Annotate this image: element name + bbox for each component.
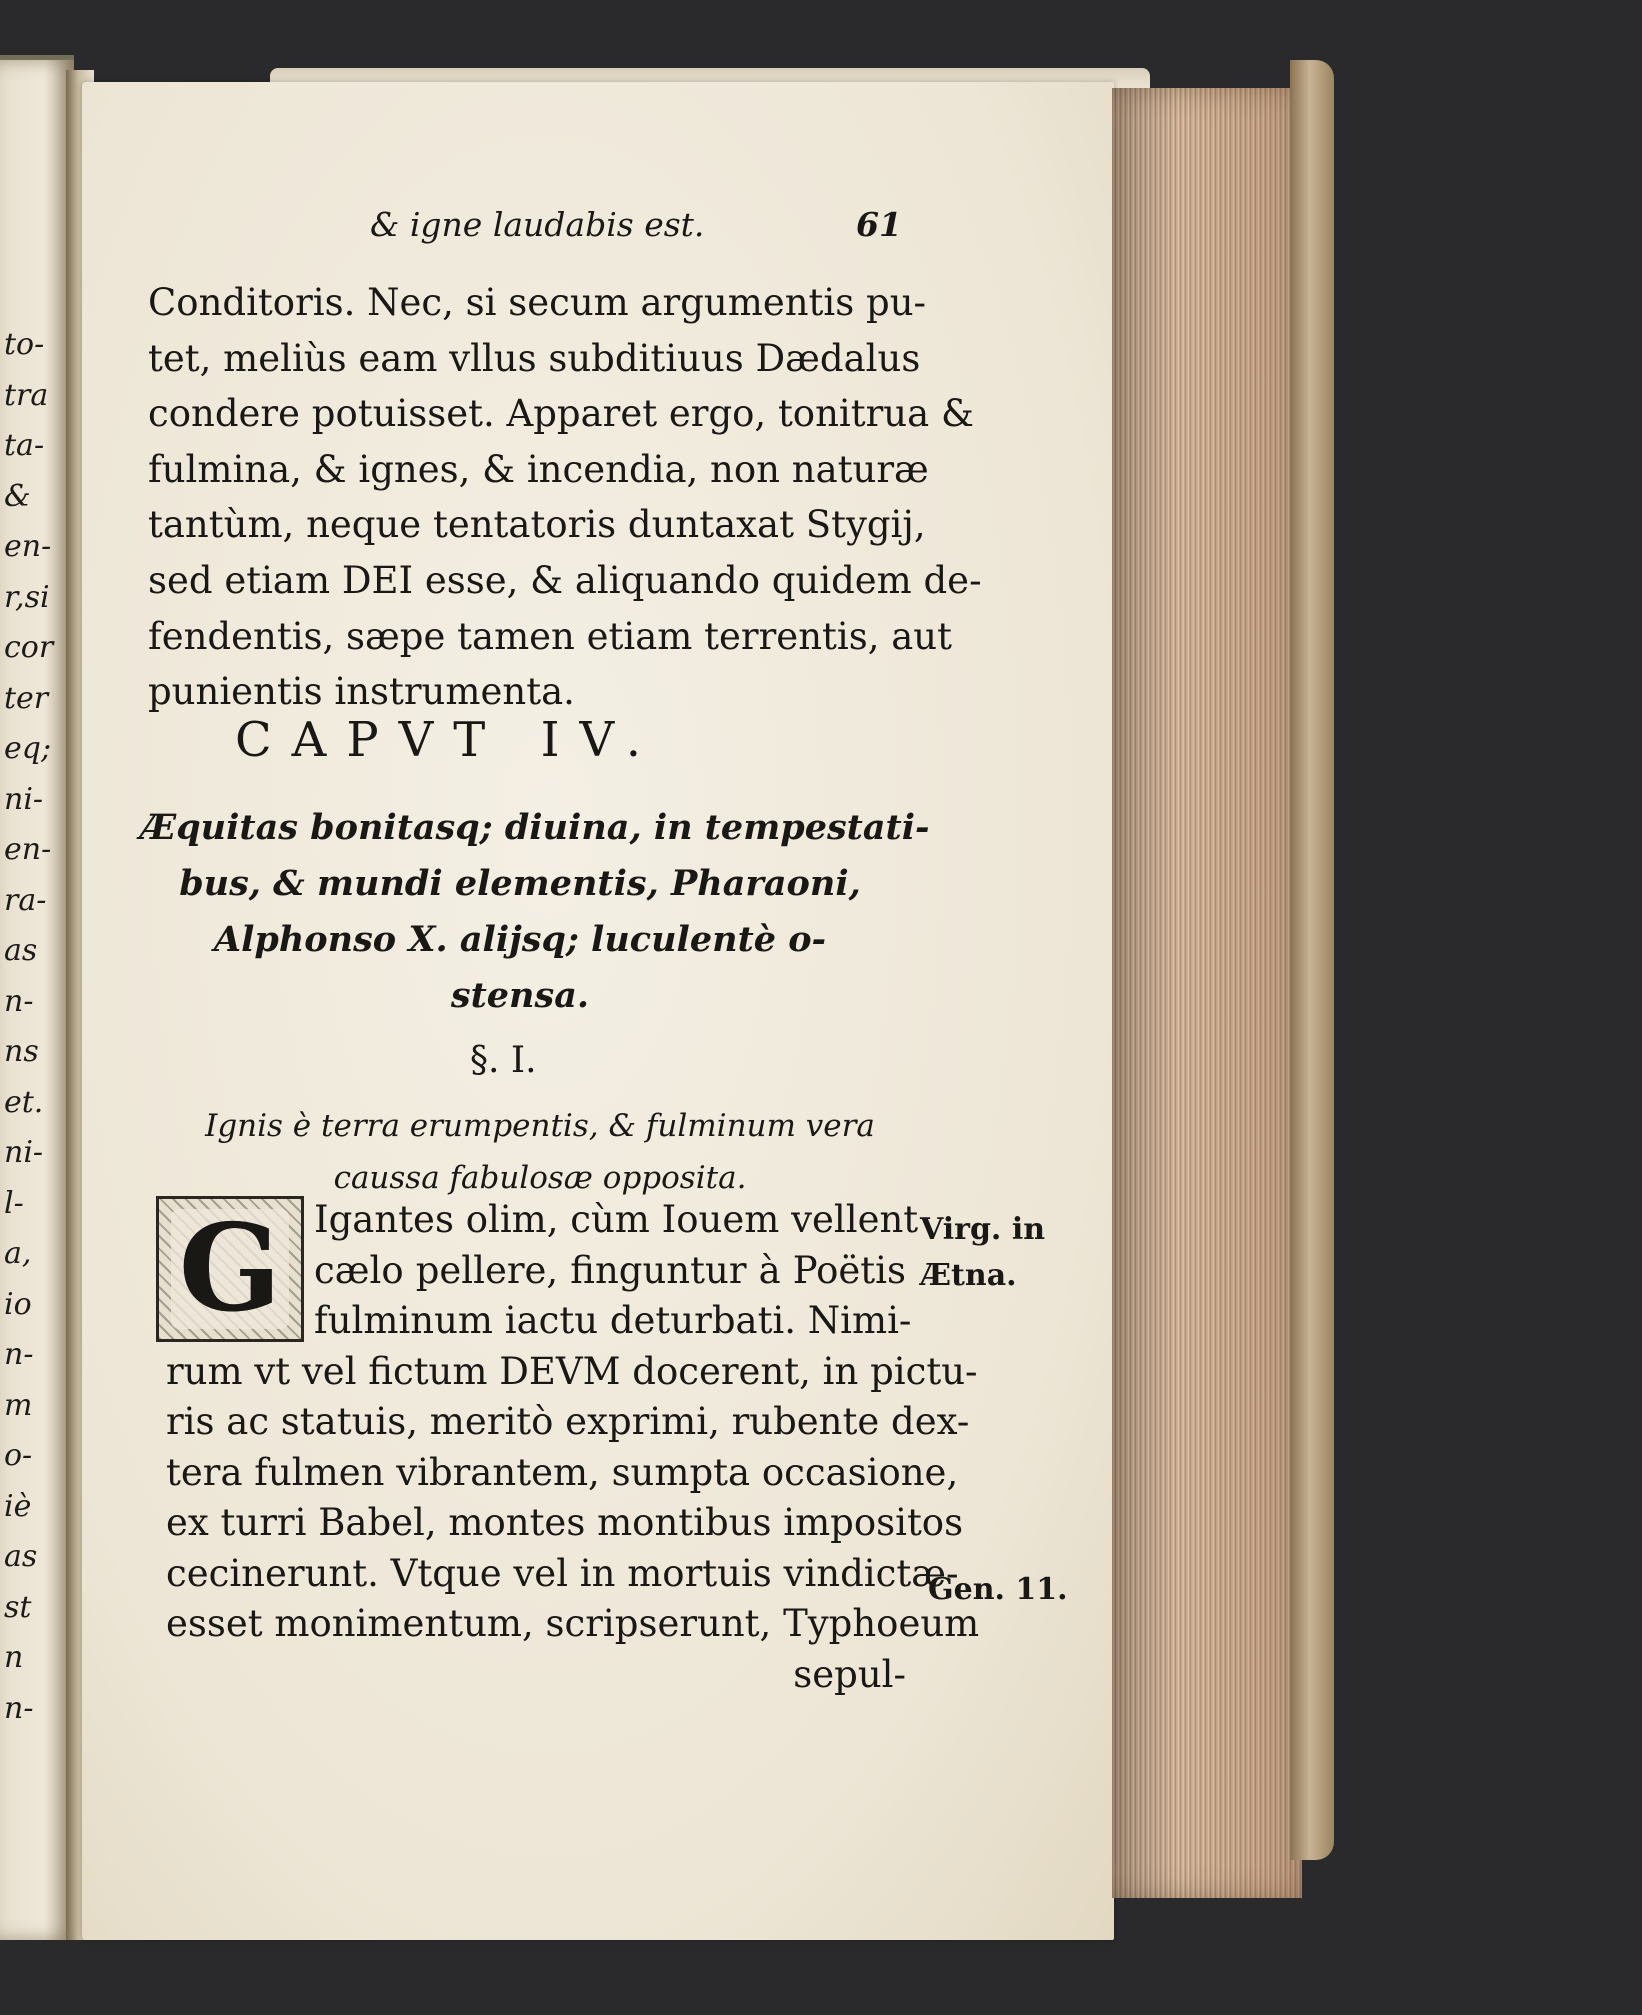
text-line: sed etiam DEI esse, & aliquando quidem de-	[148, 558, 982, 602]
text-line: cecinerunt. Vtque vel in mortuis vindictæ-	[166, 1551, 959, 1595]
paragraph-continuation	[148, 275, 982, 720]
left-fragment: ta-	[4, 428, 45, 463]
book-cover-edge	[1290, 60, 1334, 1860]
left-fragment: n-	[4, 1690, 34, 1726]
left-fragment: n-	[4, 983, 34, 1019]
marginal-note-virgil: Virg. in	[920, 1212, 1046, 1247]
left-fragment: as	[4, 933, 38, 968]
running-head: & igne laudabis est.	[370, 205, 705, 244]
text-line: tet, meliùs eam vllus subditiuus Dædalus	[148, 336, 921, 380]
left-fragment: as	[4, 1539, 38, 1574]
left-fragment: io	[4, 1286, 32, 1322]
section-mark: §. I.	[470, 1040, 537, 1081]
chapter-title	[140, 800, 930, 1024]
left-fragment: en-	[4, 529, 52, 564]
left-fragment: n	[4, 1640, 24, 1675]
text-line: ex turri Babel, montes montibus impositos	[166, 1501, 964, 1544]
chapter-heading: CAPVT IV.	[234, 712, 662, 768]
marginal-note-aetna: Ætna.	[920, 1258, 1017, 1293]
left-fragment: ra-	[4, 882, 47, 918]
left-fragment: r,si	[4, 579, 50, 615]
page-number: 61	[856, 205, 902, 244]
text-line: punientis instrumenta.	[148, 670, 575, 714]
marginal-note-genesis: Gen. 11.	[928, 1572, 1068, 1607]
text-line: fulmina, & ignes, & incendia, non naturæ	[148, 447, 929, 491]
text-line: ris ac statuis, meritò exprimi, rubente dex-	[166, 1400, 970, 1443]
section-title-line: Ignis è terra erumpentis, & fulminum vera	[205, 1108, 875, 1144]
left-page-text-fragments	[4, 320, 68, 1734]
text-line: esset monimentum, scripserunt, Typhoeum	[166, 1602, 980, 1645]
left-fragment: l-	[4, 1185, 24, 1221]
chapter-title-line: stensa.	[450, 975, 590, 1016]
text-line: rum vt vel fictum DEVM docerent, in pictu-	[166, 1349, 978, 1393]
text-line: fendentis, sæpe tamen etiam terrentis, aut	[148, 614, 952, 658]
left-fragment: m	[4, 1387, 33, 1423]
left-fragment: iè	[4, 1488, 32, 1524]
left-fragment: o-	[4, 1438, 33, 1473]
left-fragment: et.	[4, 1084, 44, 1120]
left-fragment: eq;	[4, 731, 52, 766]
text-line: Conditoris. Nec, si secum argumentis pu-	[148, 281, 927, 324]
text-line: fulminum iactu deturbati. Nimi-	[314, 1299, 912, 1342]
left-fragment: ni-	[4, 1135, 44, 1170]
catchword: sepul-	[793, 1652, 906, 1696]
section-title	[160, 1100, 920, 1204]
left-fragment: en-	[4, 832, 52, 867]
left-fragment: ns	[4, 1034, 39, 1069]
left-fragment: st	[4, 1589, 32, 1625]
text-line: Igantes olim, cùm Iouem vellent	[314, 1198, 919, 1241]
left-fragment: n-	[4, 1337, 34, 1372]
chapter-title-line: Æquitas bonitasq; diuina, in tempestati-	[140, 807, 930, 848]
left-fragment: cor	[4, 630, 54, 665]
left-fragment: ni-	[4, 781, 44, 817]
left-fragment: ter	[4, 680, 49, 716]
left-fragment: tra	[4, 377, 49, 413]
chapter-title-line: Alphonso X. alijsq; luculentè o-	[213, 919, 827, 960]
text-line: cælo pellere, finguntur à Poëtis	[314, 1248, 906, 1292]
chapter-title-line: bus, & mundi elementis, Pharaoni,	[179, 863, 861, 904]
decorated-initial-letter: G	[171, 1209, 289, 1329]
section-title-line: caussa fabulosæ opposita.	[333, 1160, 747, 1196]
left-fragment: to-	[4, 327, 45, 362]
text-line: tera fulmen vibrantem, sumpta occasione,	[166, 1450, 959, 1494]
left-fragment: &	[4, 478, 31, 514]
left-fragment: a,	[4, 1236, 32, 1271]
text-line: tantùm, neque tentatoris duntaxat Stygij,	[148, 503, 926, 547]
text-line: condere potuisset. Apparet ergo, tonitrua &	[148, 392, 974, 436]
page-fore-edge-shade	[1112, 88, 1302, 1898]
